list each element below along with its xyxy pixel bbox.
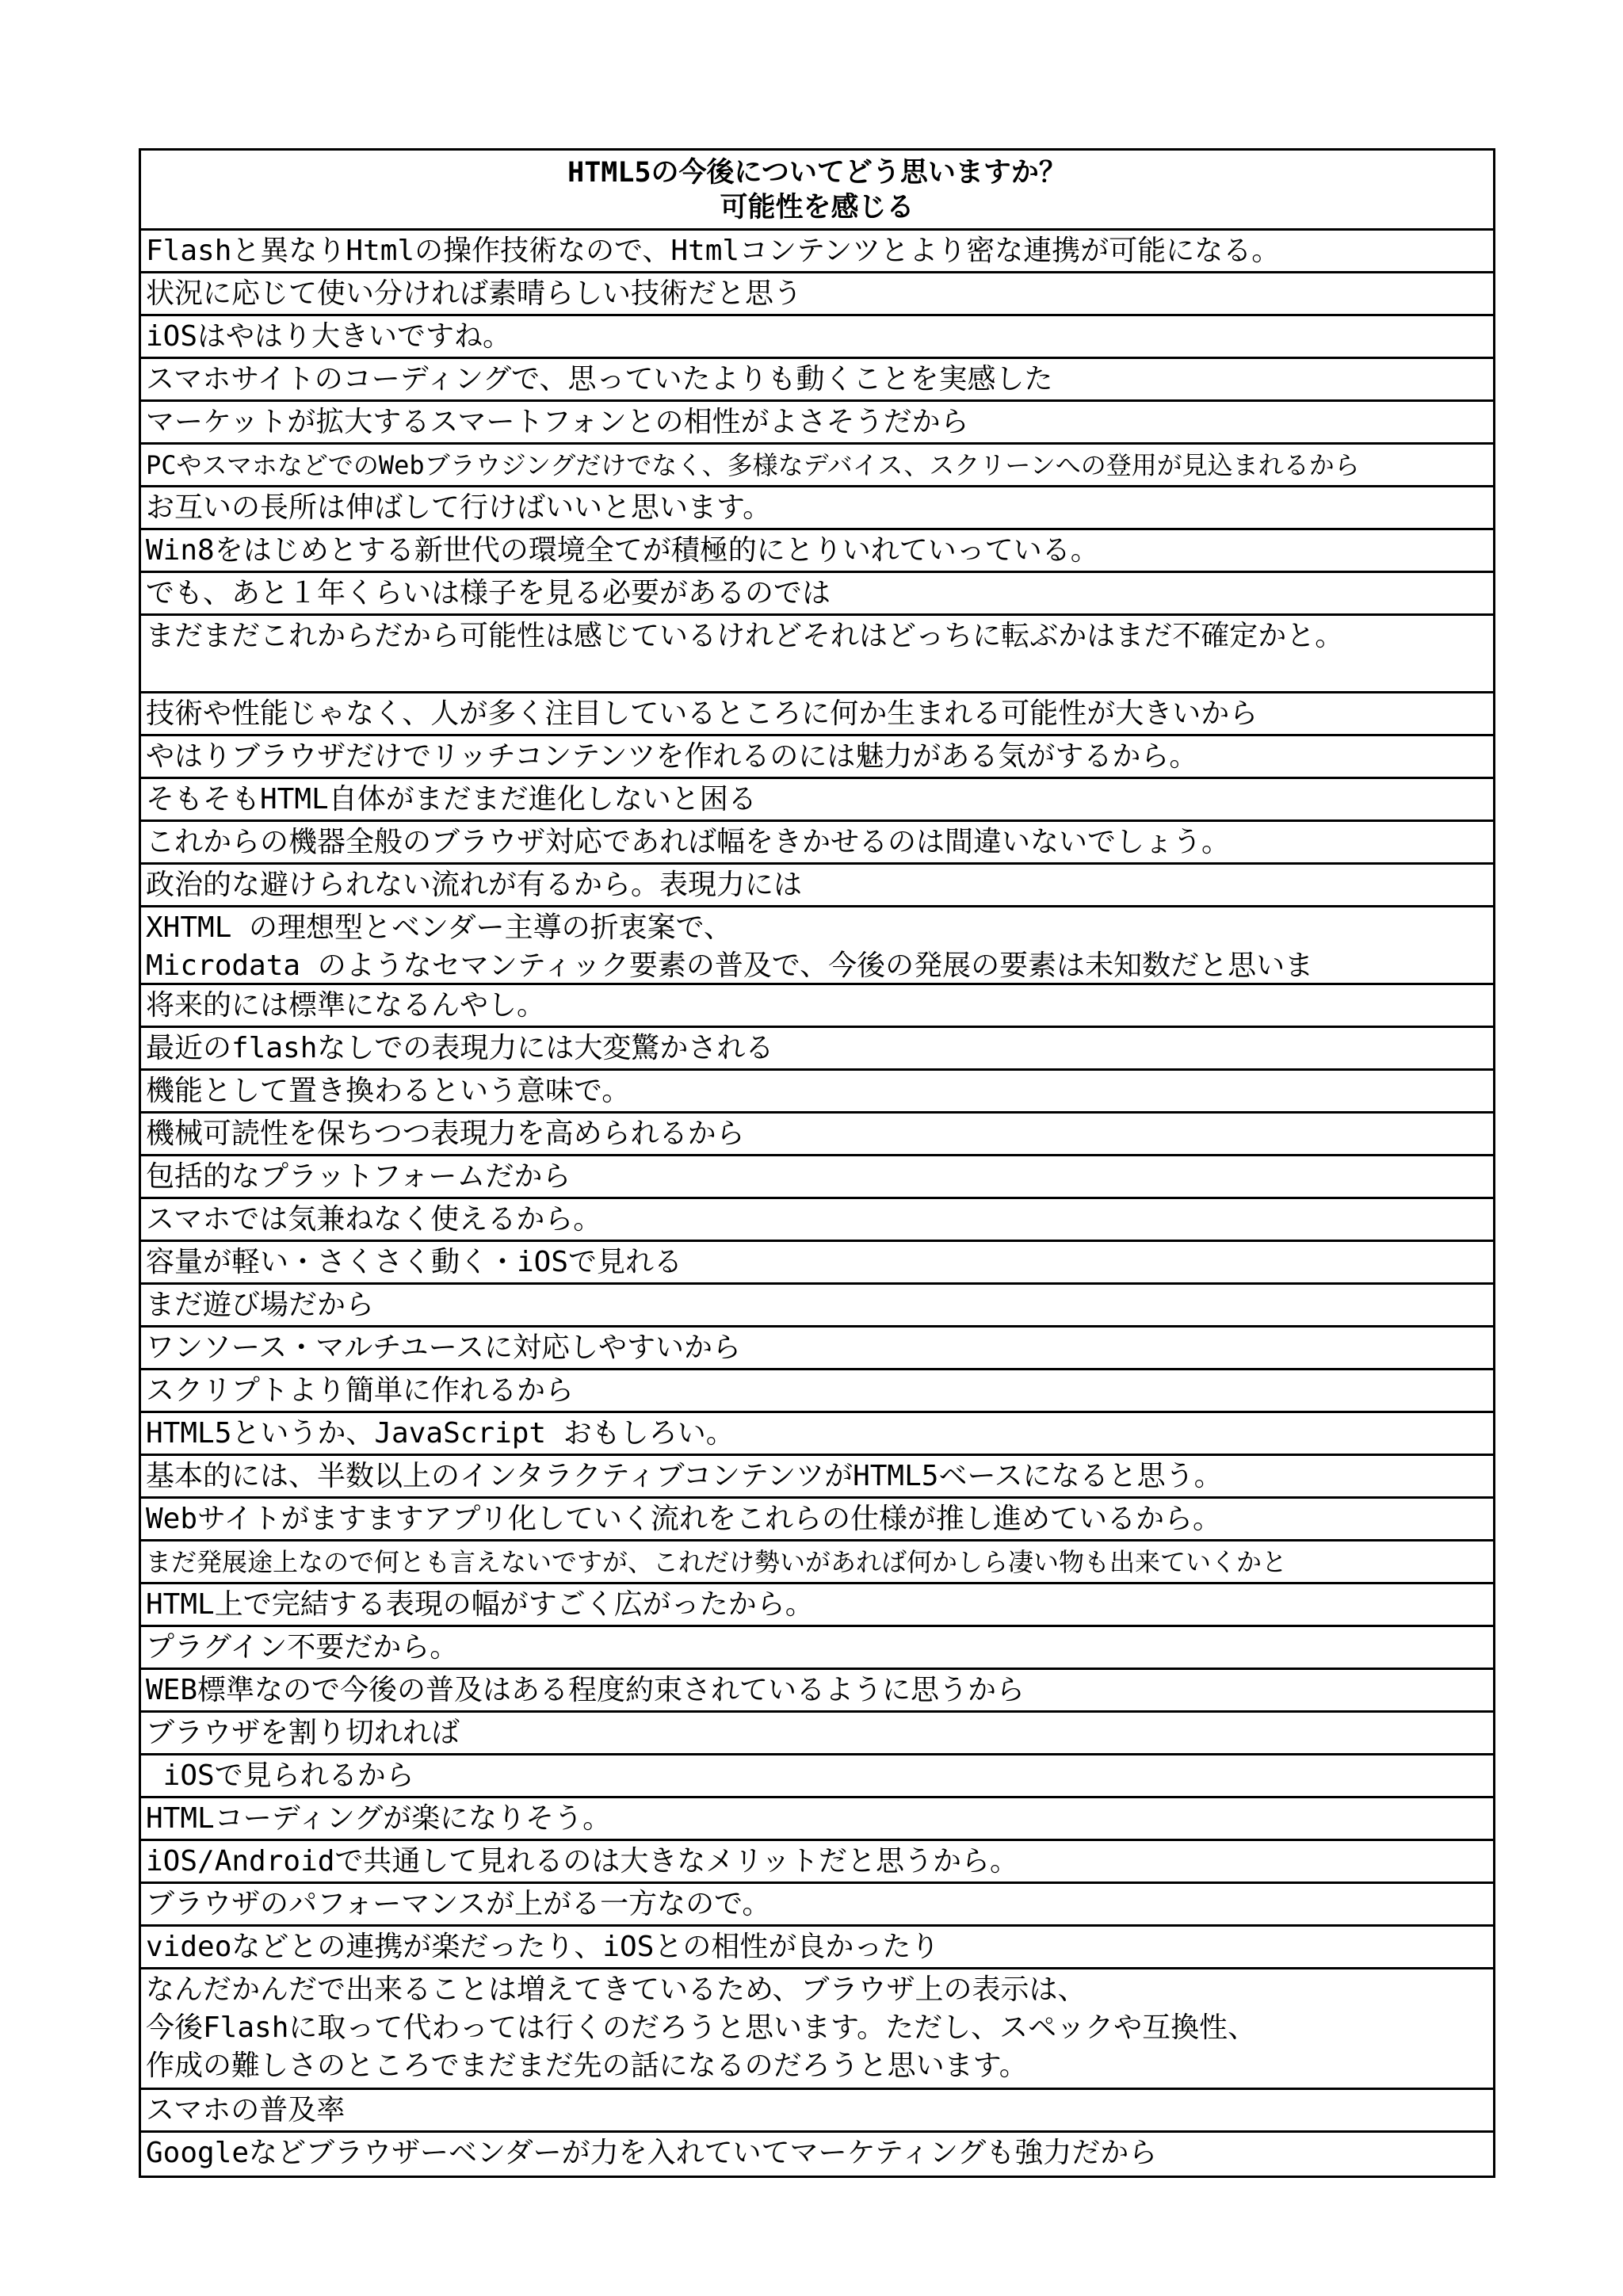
table-row: 機械可読性を保ちつつ表現力を高められるから	[141, 1114, 1493, 1156]
table-row: 政治的な避けられない流れが有るから。表現力には	[141, 865, 1493, 907]
answer-category: 可能性を感じる	[720, 192, 915, 223]
table-row: 最近のflashなしでの表現力には大変驚かされる	[141, 1028, 1493, 1071]
table-row: やはりブラウザだけでリッチコンテンツを作れるのには魅力がある気がするから。	[141, 736, 1493, 779]
table-row: 技術や性能じゃなく、人が多く注目しているところに何か生まれる可能性が大きいから	[141, 693, 1493, 736]
table-row: HTML上で完結する表現の幅がすごく広がったから。	[141, 1584, 1493, 1627]
table-row: ブラウザのパフォーマンスが上がる一方なので。	[141, 1884, 1493, 1927]
table-row: お互いの長所は伸ばして行けばいいと思います。	[141, 487, 1493, 530]
table-row: HTML5というか、JavaScript おもしろい。	[141, 1413, 1493, 1456]
table-row: Webサイトがますますアプリ化していく流れをこれらの仕様が推し進めているから。	[141, 1499, 1493, 1541]
table-row: ブラウザを割り切れれば	[141, 1713, 1493, 1755]
table-row: なんだかんだで出来ることは増えてきているため、ブラウザ上の表示は、 今後Flashに取って代わっては行くのだろうと思います。ただし、スペックや互換性、 作成の難しさのところでまだまだ先の話になるのだろうと思います。	[141, 1969, 1493, 2090]
table-row: WEB標準なので今後の普及はある程度約束されているように思うから	[141, 1670, 1493, 1713]
table-row: 状況に応じて使い分ければ素晴らしい技術だと思う	[141, 273, 1493, 316]
table-row: 機能として置き換わるという意味で。	[141, 1071, 1493, 1114]
table-row: スマホの普及率	[141, 2090, 1493, 2133]
table-row: でも、あと１年くらいは様子を見る必要があるのでは	[141, 573, 1493, 616]
table-row: XHTML の理想型とベンダー主導の折衷案で、 Microdata のようなセマンティック要素の普及で、今後の発展の要素は未知数だと思いま	[141, 907, 1493, 985]
survey-table	[139, 148, 1495, 2178]
table-row: プラグイン不要だから。	[141, 1627, 1493, 1670]
table-row: Googleなどブラウザーベンダーが力を入れていてマーケティングも強力だから	[146, 2137, 1158, 2169]
table-row: Flashと異なりHtmlの操作技術なので、Htmlコンテンツとより密な連携が可能になる。	[141, 231, 1493, 273]
table-row: videoなどとの連携が楽だったり、iOSとの相性が良かったり	[141, 1927, 1493, 1969]
table-row: PCやスマホなどでのWebブラウジングだけでなく、多様なデバイス、スクリーンへの登用が見込まれるから	[141, 445, 1493, 487]
table-row: スマホサイトのコーディングで、思っていたよりも動くことを実感した	[141, 359, 1493, 402]
table-row: iOSはやはり大きいですね。	[141, 316, 1493, 359]
table-row: スクリプトより簡単に作れるから	[141, 1370, 1493, 1413]
table-row: まだ遊び場だから	[141, 1285, 1493, 1328]
table-row: スマホでは気兼ねなく使えるから。	[141, 1199, 1493, 1242]
table-row: 将来的には標準になるんやし。	[141, 985, 1493, 1028]
table-row: まだ発展途上なので何とも言えないですが、これだけ勢いがあれば何かしら凄い物も出来ていくかと	[141, 1541, 1493, 1584]
question-title: HTML5の今後についてどう思いますか？	[567, 157, 1067, 189]
table-body	[141, 231, 1493, 2176]
table-row: Win8をはじめとする新世代の環境全てが積極的にとりいれていっている。	[141, 530, 1493, 573]
table-row: ワンソース・マルチユースに対応しやすいから	[141, 1328, 1493, 1370]
table-row: マーケットが拡大するスマートフォンとの相性がよさそうだから	[141, 402, 1493, 445]
table-row: まだまだこれからだから可能性は感じているけれどそれはどっちに転ぶかはまだ不確定かと。	[141, 616, 1493, 693]
table-row: iOSで見られるから	[141, 1755, 1493, 1798]
table-row: 基本的には、半数以上のインタラクティブコンテンツがHTML5ベースになると思う。	[141, 1456, 1493, 1499]
table-row: 包括的なプラットフォームだから	[141, 1156, 1493, 1199]
table-row: そもそもHTML自体がまだまだ進化しないと困る	[141, 779, 1493, 822]
table-row: 容量が軽い・さくさく動く・iOSで見れる	[141, 1242, 1493, 1285]
table-row: HTMLコーディングが楽になりそう。	[141, 1798, 1493, 1841]
table-row: iOS/Androidで共通して見れるのは大きなメリットだと思うから。	[141, 1841, 1493, 1884]
table-header	[141, 151, 1493, 231]
table-row: これからの機器全般のブラウザ対応であれば幅をきかせるのは間違いないでしょう。	[141, 822, 1493, 865]
